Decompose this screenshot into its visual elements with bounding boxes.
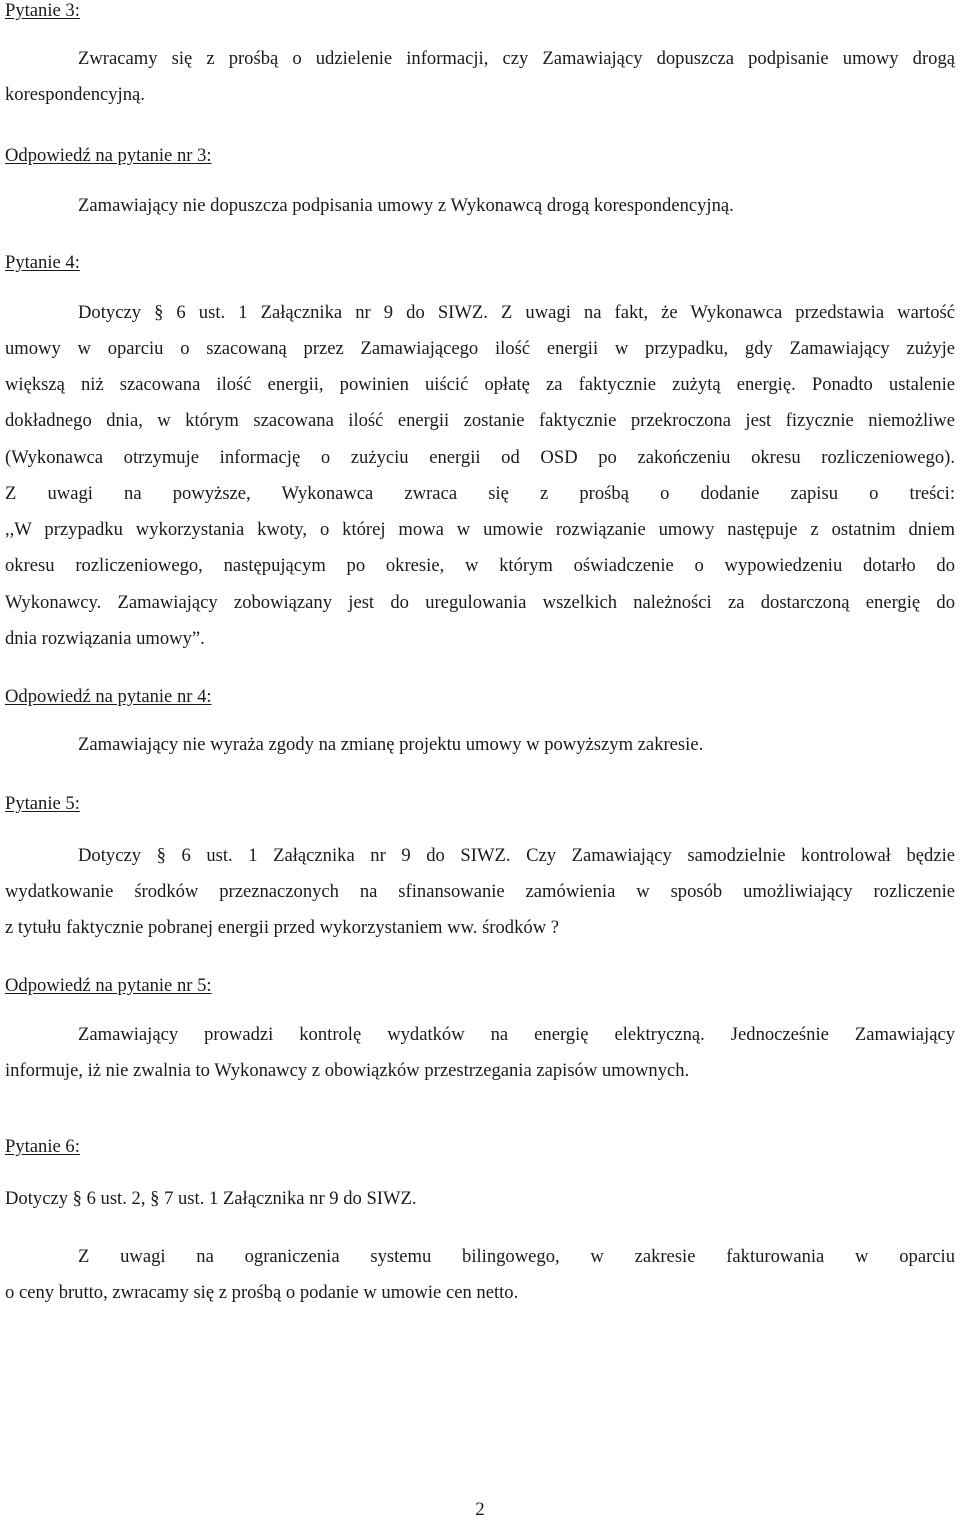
page-number: 2 [475, 1499, 485, 1520]
section-heading: Pytanie 4: [5, 252, 80, 273]
text-line: informuje, iż nie zwalnia to Wykonawcy z obowiązków przestrzegania zapisów umownych. [5, 1060, 690, 1081]
text-line: dnia rozwiązania umowy”. [5, 628, 205, 649]
text-line: Dotyczy § 6 ust. 1 Załącznika nr 9 do SIWZ. Z uwagi na fakt, że Wykonawca przedstawia wartość [78, 302, 955, 323]
text-line: Zamawiający nie dopuszcza podpisania umowy z Wykonawcą drogą korespondencyjną. [78, 195, 734, 216]
text-line: ,,W przypadku wykorzystania kwoty, o której mowa w umowie rozwiązanie umowy następuje z ostatnim dniem [5, 519, 955, 540]
text-line: Zamawiający nie wyraża zgody na zmianę projektu umowy w powyższym zakresie. [78, 734, 704, 755]
text-line: Z uwagi na ograniczenia systemu bilingowego, w zakresie fakturowania w oparciu [78, 1246, 955, 1267]
text-line: Dotyczy § 6 ust. 1 Załącznika nr 9 do SIWZ. Czy Zamawiający samodzielnie kontrolował będzie [78, 845, 955, 866]
section-heading: Odpowiedź na pytanie nr 4: [5, 686, 212, 707]
text-line: dokładnego dnia, w którym szacowana ilość energii zostanie faktycznie przekroczona jest fizycznie niemożliwe [5, 410, 955, 431]
text-line: większą niż szacowana ilość energii, powinien uiścić opłatę za faktycznie zużytą energię. Ponadto ustalenie [5, 374, 955, 395]
section-heading: Pytanie 6: [5, 1136, 80, 1157]
section-heading: Odpowiedź na pytanie nr 5: [5, 975, 212, 996]
text-line: Z uwagi na powyższe, Wykonawca zwraca się z prośbą o dodanie zapisu o treści: [5, 483, 955, 504]
text-line: Zwracamy się z prośbą o udzielenie informacji, czy Zamawiający dopuszcza podpisanie umowy drogą [78, 48, 955, 69]
text-line: umowy w oparciu o szacowaną przez Zamawiającego ilość energii w przypadku, gdy Zamawiający zużyje [5, 338, 955, 359]
section-heading: Pytanie 3: [5, 0, 80, 21]
section-heading: Pytanie 5: [5, 793, 80, 814]
text-line: wydatkowanie środków przeznaczonych na sfinansowanie zamówienia w sposób umożliwiający rozliczenie [5, 881, 955, 902]
text-line: Dotyczy § 6 ust. 2, § 7 ust. 1 Załącznika nr 9 do SIWZ. [5, 1188, 417, 1209]
text-line: (Wykonawca otrzymuje informację o zużyciu energii od OSD po zakończeniu okresu rozliczeniowego). [5, 447, 955, 468]
text-line: korespondencyjną. [5, 84, 145, 105]
text-line: Wykonawcy. Zamawiający zobowiązany jest do uregulowania wszelkich należności za dostarczoną energię do [5, 592, 955, 613]
text-line: okresu rozliczeniowego, następującym po okresie, w którym oświadczenie o wypowiedzeniu dotarło do [5, 555, 955, 576]
text-line: Zamawiający prowadzi kontrolę wydatków na energię elektryczną. Jednocześnie Zamawiający [78, 1024, 955, 1045]
section-heading: Odpowiedź na pytanie nr 3: [5, 145, 212, 166]
text-line: z tytułu faktycznie pobranej energii przed wykorzystaniem ww. środków ? [5, 917, 560, 938]
text-line: o ceny brutto, zwracamy się z prośbą o podanie w umowie cen netto. [5, 1282, 519, 1303]
